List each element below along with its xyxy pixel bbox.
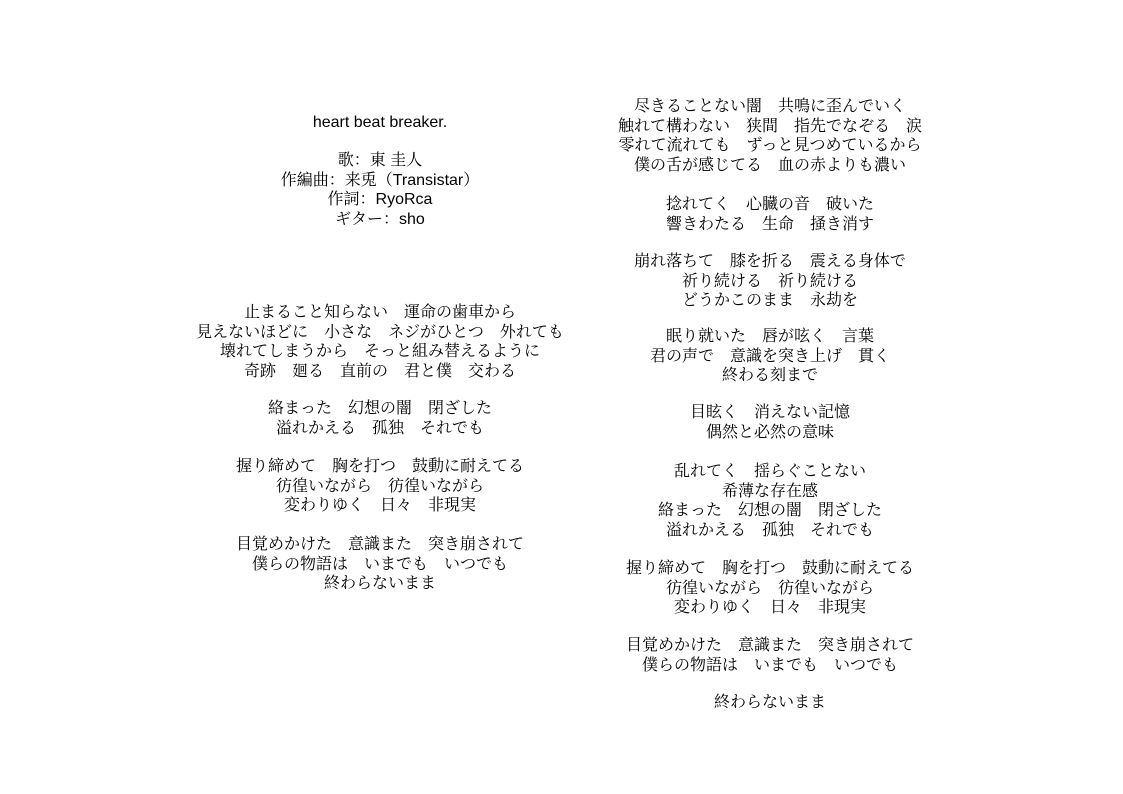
lyric-line: 君の声で 意識を突き上げ 貫く [649,347,890,365]
lyric-line: 目覚めかけた 意識また 突き崩されて [235,536,524,553]
lyric-line: 僕らの物語は いまでも いつでも [251,555,508,573]
lyric-line: 乱れてく 揺らぐことない [673,463,866,480]
right-stanza-8 [545,636,995,675]
lyric-line: 見えないほどに 小さな ネジがひとつ 外れても [196,323,564,341]
left-stanza-2 [150,399,610,438]
right-stanza-2 [545,195,995,234]
lyric-line: 彷徨いながら 彷徨いながら [665,579,874,597]
lyric-line: どうかこのまま 永劫を [681,292,858,309]
lyric-line: 零れて流れても ずっと見つめているから [618,137,922,154]
lyric-line: 眠り就いた 唇が呟く 言葉 [665,328,874,345]
lyric-line: 響きわたる 生命 掻き消す [665,215,874,233]
right-stanza-9 [545,693,995,713]
lyric-line: 目眩く 消えない記憶 [689,404,850,421]
credits-block [150,151,610,229]
lyric-line: 捻れてく 心臓の音 破いた [665,196,874,213]
right-stanza-5 [545,403,995,442]
lyric-line: 溢れかえる 孤独 それでも [275,419,484,437]
credit-composer: 作編曲：来兎（Transistar） [280,171,480,189]
right-stanza-6 [545,462,995,540]
credit-vocal: 歌：東 圭人 [337,152,423,169]
right-column [545,0,995,794]
lyric-line: 偶然と必然の意味 [705,423,834,441]
lyric-line: 終わらないまま [323,575,436,592]
left-stanza-4 [150,535,610,594]
song-title-text: heart beat breaker. [312,114,448,131]
lyric-line: 握り締めて 胸を打つ 鼓動に耐えてる [625,560,914,577]
lyric-line: 触れて構わない 狭間 指先でなぞる 涙 [617,117,922,135]
lyric-line: 握り締めて 胸を打つ 鼓動に耐えてる [235,458,524,475]
lyric-line: 祈り続ける 祈り続ける [681,272,858,290]
lyric-line: 目覚めかけた 意識また 突き崩されて [625,637,914,654]
lyric-line: 希薄な存在感 [721,482,818,500]
left-column [150,0,610,794]
right-stanza-7 [545,559,995,618]
lyric-line: 止まること知らない 運命の歯車から [243,304,516,321]
lyric-line: 奇跡 廻る 直前の 君と僕 交わる [243,362,516,380]
lyric-line: 彷徨いながら 彷徨いながら [275,477,484,495]
lyric-line: 僕らの物語は いまでも いつでも [641,656,898,674]
lyric-line: 絡まった 幻想の闇 閉ざした [267,400,492,417]
lyric-line: 溢れかえる 孤独 それでも [665,521,874,539]
lyric-line: 僕の舌が感じてる 血の赤よりも濃い [633,156,906,174]
lyric-line: 尽きることない闇 共鳴に歪んでいく [633,98,906,115]
lyric-line: 終わらないまま [713,694,826,711]
lyric-line: 壊れてしまうから そっと組み替えるように [219,343,540,360]
lyric-line: 絡まった 幻想の闇 閉ざした [657,502,882,519]
right-stanza-1 [545,97,995,175]
credit-guitar: ギター：sho [335,210,425,228]
lyric-line: 変わりゆく 日々 非現実 [283,497,476,514]
left-stanza-3 [150,457,610,516]
lyric-line: 崩れ落ちて 膝を折る 震える身体で [634,253,906,270]
song-title [150,113,610,133]
right-stanza-3 [545,252,995,311]
credit-lyricist: 作詞：RyoRca [327,191,433,208]
lyric-line: 終わる刻まで [721,367,818,384]
right-stanza-4 [545,327,995,386]
left-stanza-1 [150,303,610,381]
lyric-line: 変わりゆく 日々 非現実 [673,599,866,616]
